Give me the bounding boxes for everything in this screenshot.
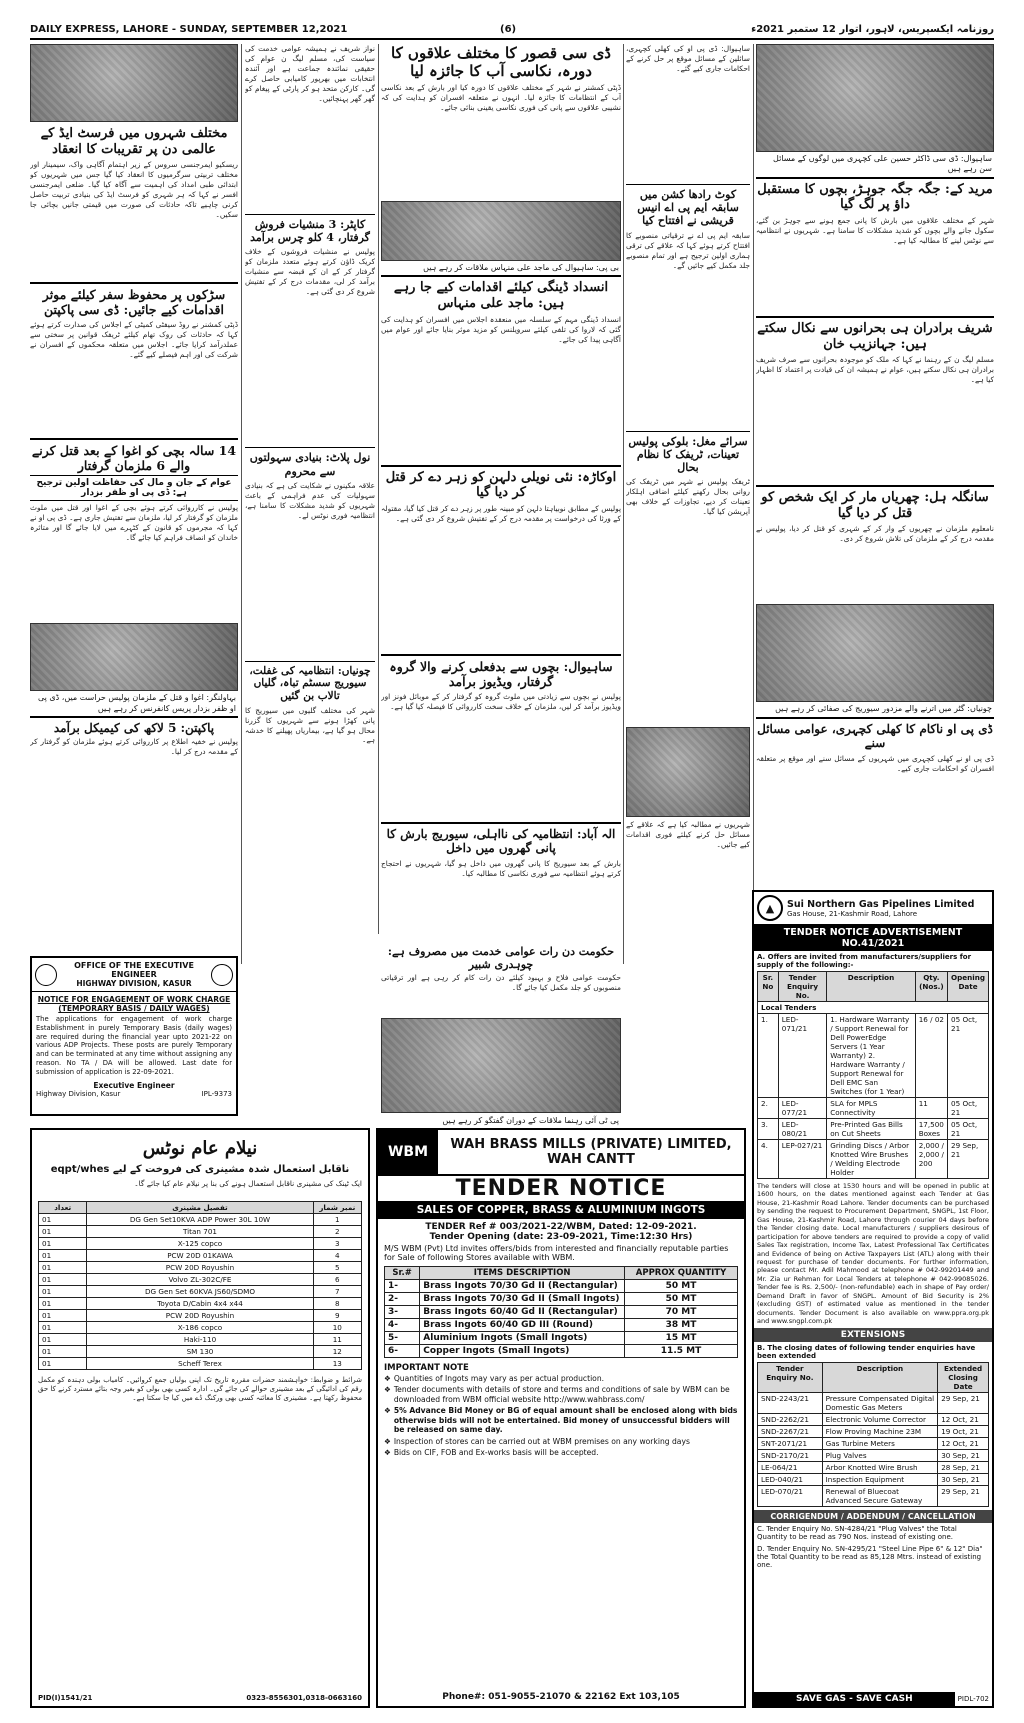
corrigendum-title: CORRIGENDUM / ADDENDUM / CANCELLATION	[754, 1510, 992, 1523]
cell-desc: Flow Proving Machine 23M	[822, 1426, 938, 1438]
notice-body: The applications for engagement of work charge Establishment in purely Temporary Basis (daily wages) are required during the financial year upto 2021-22 on various ADP Projects. These posts are purely Temporary and can be terminated at any time without assigning any reason. No TA / DA will be allowed. Last date for submission of application is 22-09-2021.	[36, 1015, 232, 1076]
photo-caption: ساہیوال: ڈی سی ڈاکٹر حسین علی کچہری میں لوگوں کے مسائل سن رہے ہیں	[773, 154, 992, 174]
table-row	[39, 1237, 362, 1249]
headline: کوٹ رادھا کشن میں سابقہ ایم پی اے انیس قریشی نے افتتاح کیا	[626, 184, 750, 228]
headline: کاپٹر: 3 منشیات فروش گرفتار، 4 کلو چرس برآمد	[245, 214, 375, 244]
cell-enq: SND-2170/21	[758, 1450, 823, 1462]
article-body: ریسکیو ایمرجنسی سروس کے زیر اہتمام آگاہی واک، سیمینار اور مختلف تربیتی سرگرمیوں کا انعقاد کیا گیا جس میں شہریوں کو ابتدائی طبی امداد کی اہمیت سے آگاہ کیا گیا۔ ضلعی ایمرجنسی افسر نے کہا کہ ہر شہری کو فرسٹ ایڈ کی بنیادی تربیت حاصل کرنی چاہیے تاکہ حادثات کی صورت میں قیمتی جانیں بچائی جا سکیں۔	[30, 160, 238, 220]
article-body: بارش کے بعد سیوریج کا پانی گھروں میں داخل ہو گیا، شہریوں نے احتجاج کرتے ہوئے انتظامیہ سے فوری نکاسی کا مطالبہ کیا۔	[381, 858, 621, 878]
col-header: APPROX QUANTITY	[625, 1267, 738, 1280]
photo-caption: بی پی: ساہیوال کی ماجد علی منہاس ملاقات کر رہے ہیں	[423, 263, 619, 272]
sngpl-terms: The tenders will close at 1530 hours and will be opened in public at 1600 hours, on the dates mentioned against each Tender at Gas House, 21-Kashmir Road Lahore. Tender documents can be purchased by sending the request to Procurement Department, SNGPL, 1st Floor, Gas House, 21-Kashmir Road, Lahore through courier 04 days before the Tender closing date. Local manufacturers / suppliers desirous of participation for above tenders are required to provide a copy of valid Sales Tax registration, Income Tax, Latest Professional Tax Certificates and Evidence of being on Active Taxpayers List (ATL) along with their request for purchase of tender documents. For further information, please contact Mr. Adil Mahmood at telephone # 042-99201449 and Mr. Zia ur Rehman for Local Tenders at telephone # 042-99085026. Tender fee is Rs. 2,500/- (non-refundable) each in shape of Pay order/ Demand Draft in favor of SNGPL. Amount of Bid Security is 2% (excluding GST) of estimated value as mentioned in the tender documents. Tender Document is also available on www.ppra.org.pk and www.sngpl.com.pk	[757, 1182, 989, 1325]
cell-date: 12 Oct, 21	[938, 1438, 989, 1450]
cell-desc: Inspection Equipment	[822, 1474, 938, 1486]
cell-desc: SLA for MPLS Connectivity	[827, 1098, 915, 1119]
col-header: Opening Date	[948, 972, 989, 1002]
cell-desc: PCW 20D Royushin	[87, 1261, 313, 1273]
note-item	[384, 1437, 738, 1446]
wbm-note-title: IMPORTANT NOTE	[384, 1363, 469, 1373]
cell-sr: 5-	[385, 1332, 420, 1345]
cell-date: 19 Oct, 21	[938, 1426, 989, 1438]
cell-qty: 50 MT	[625, 1280, 738, 1293]
cell-date: 05 Oct, 21	[948, 1119, 989, 1140]
second-column	[245, 44, 375, 934]
article-body: ساہیوال: ڈی پی او کی کھلی کچہری، سائلین کے مسائل موقع پر حل کرنے کے احکامات جاری کیے گئے۔	[626, 44, 750, 73]
ad-ref: IPL-9373	[201, 1089, 232, 1098]
sngpl-section-a: A. Offers are invited from manufacturers/suppliers for supply of the following:-	[757, 953, 972, 969]
bullet-icon: ❖	[384, 1374, 391, 1383]
cell-no: 3	[313, 1237, 361, 1249]
sngpl-extensions-table	[757, 1362, 989, 1507]
cell-enq: LE-064/21	[758, 1462, 823, 1474]
article-body: شہریوں نے مطالبہ کیا ہے کہ علاقے کے مسائل حل کرنے کیلئے فوری اقدامات کیے جائیں۔	[626, 820, 750, 850]
col-header: Tender Enquiry No.	[758, 1363, 823, 1393]
headline: انسداد ڈینگی کیلئے اقدامات کیے جا رہے ہیں: ماجد علی منہاس	[381, 275, 621, 311]
auction-table	[38, 1201, 362, 1370]
headline: سڑکوں پر محفوظ سفر کیلئے موثر اقدامات کیے جائیں: ڈی سی پاکپتن	[30, 282, 238, 317]
headline: پاکپتن: 5 لاکھ کی کیمیکل برآمد	[30, 716, 238, 735]
table-row	[758, 1014, 989, 1098]
cell-no: 7	[313, 1285, 361, 1297]
cell-desc: Copper Ingots (Small Ingots)	[420, 1345, 625, 1358]
auction-subtitle: ناقابل استعمال شدہ مشینری کی فروخت کے لیے eqpt/whes	[50, 1163, 350, 1175]
cell-enq: SND-2243/21	[758, 1393, 823, 1414]
cell-qty: 01	[39, 1321, 87, 1333]
cell-desc: Renewal of Bluecoat Advanced Secure Gateway	[822, 1486, 938, 1507]
headline: چونیاں: انتظامیہ کی غفلت، سیوریج سسٹم تباہ، گلیاں تالاب بن گئیں	[245, 661, 375, 703]
note-text: Tender documents with details of store and terms and conditions of sale by WBM can be downloaded from WBM official website http://www.wahbrass.com/	[393, 1385, 730, 1404]
headline: سرائے مغل: بلوکی پولیس تعینات، ٹریفک کا نظام بحال	[626, 431, 750, 475]
table-row	[758, 1474, 989, 1486]
cell-enq: LED-077/21	[778, 1098, 827, 1119]
cell-qty: 01	[39, 1285, 87, 1297]
middle-column	[381, 44, 621, 944]
cell-date: 28 Sep, 21	[938, 1462, 989, 1474]
cell-desc: Electronic Volume Corrector	[822, 1414, 938, 1426]
cell-qty: 01	[39, 1273, 87, 1285]
news-photo	[381, 201, 621, 261]
cell-date: 30 Sep, 21	[938, 1450, 989, 1462]
cell-qty: 01	[39, 1213, 87, 1225]
wah-brass-mills-ad	[376, 1128, 746, 1708]
table-row	[39, 1249, 362, 1261]
article-body: ڈپٹی کمشنر نے شہر کے مختلف علاقوں کا دورہ کیا اور بارش کے بعد نکاسی آب کے انتظامات کا جائزہ لیا۔ انہوں نے متعلقہ افسران کو ہدایت کی کہ نشیبی علاقوں سے پانی کی فوری نکاسی یقینی بنائی جائے۔	[381, 83, 621, 112]
cell-desc: Aluminium Ingots (Small Ingots)	[420, 1332, 625, 1345]
table-row	[758, 1119, 989, 1140]
table-row	[385, 1293, 738, 1306]
column-rule	[623, 44, 624, 964]
table-row	[39, 1213, 362, 1225]
cell-sr: 3-	[385, 1306, 420, 1319]
sngpl-slogan: SAVE GAS - SAVE CASH	[754, 1692, 955, 1706]
cell-qty: 01	[39, 1333, 87, 1345]
article-body: ڈی پی او نے کھلی کچہری میں شہریوں کے مسائل سنے اور موقع پر متعلقہ افسران کو احکامات جاری کیے۔	[756, 753, 994, 773]
cell-qty: 2,000 / 2,000 / 200	[915, 1140, 947, 1179]
signature-division: Highway Division, Kasur	[36, 1089, 121, 1098]
ad-office: OFFICE OF THE EXECUTIVE ENGINEER	[74, 961, 194, 979]
wbm-opening: Tender Opening (date: 23-09-2021, Time:12:30 Hrs)	[429, 1232, 693, 1242]
table-row	[758, 1098, 989, 1119]
ad-division: HIGHWAY DIVISION, KASUR	[76, 979, 192, 988]
cell-desc: Scheff Terex	[87, 1357, 313, 1369]
cell-desc: Toyota D/Cabin 4x4 x44	[87, 1297, 313, 1309]
col-header: Description	[822, 1363, 938, 1393]
cell-qty: 16 / 02	[915, 1014, 947, 1098]
article-body: پولیس نے منشیات فروشوں کے خلاف کریک ڈاؤن کرتے ہوئے متعدد ملزمان کو گرفتار کر کے ان کے قبضہ سے منشیات برآمد کر لی، مقدمات درج کر کے تفتیش شروع کر دی گئی ہے۔	[245, 247, 375, 297]
cell-qty: 01	[39, 1309, 87, 1321]
cell-date: 12 Oct, 21	[938, 1414, 989, 1426]
highway-division-ad	[30, 956, 238, 1116]
note-text: Quantities of Ingots may vary as per actual production.	[393, 1374, 605, 1383]
cell-sr: 3.	[758, 1119, 779, 1140]
cell-qty: 01	[39, 1357, 87, 1369]
article-body: ڈپٹی کمشنر نے روڈ سیفٹی کمیٹی کے اجلاس کی صدارت کرتے ہوئے کہا کہ حادثات کی روک تھام کیلئے ٹریفک قوانین پر سختی سے عملدرآمد کرایا جائے۔ اجلاس میں متعلقہ محکموں کے افسران نے شرکت کی اور اہم فیصلے کیے گئے۔	[30, 320, 238, 360]
article-body: پولیس نے بچوں سے زیادتی میں ملوث گروہ کو گرفتار کر کے موبائل فونز اور ویڈیوز برآمد کر لیں، ملزمان کے خلاف سخت کارروائی کا فیصلہ کیا گیا ہے۔	[381, 691, 621, 711]
cell-qty: 01	[39, 1345, 87, 1357]
note-text: 5% Advance Bid Money or BG of equal amount shall be enclosed along with bids otherwise bids will not be entertained. Bid money of unsuccessful bidders will be released on same day.	[393, 1406, 738, 1435]
cell-qty: 01	[39, 1261, 87, 1273]
article-body: نواز شریف نے ہمیشہ عوامی خدمت کی سیاست کی، مسلم لیگ ن عوام کی حقیقی نمائندہ جماعت ہے اور آئندہ انتخابات میں بھرپور کامیابی حاصل کرے گی۔ کارکن متحد ہو کر پارٹی کے پیغام کو گھر گھر پہنچائیں۔	[245, 44, 375, 103]
sngpl-tender-ad	[752, 890, 994, 1708]
masthead-left: DAILY EXPRESS, LAHORE - SUNDAY, SEPTEMBER 12,2021	[30, 24, 348, 35]
article-body: نامعلوم ملزمان نے چھریوں کے وار کر کے شہری کو قتل کر دیا، پولیس نے مقدمہ درج کر کے ملزمان کی تلاش شروع کر دی۔	[756, 524, 994, 544]
table-row	[758, 1393, 989, 1414]
cell-no: 13	[313, 1357, 361, 1369]
cell-date: 05 Oct, 21	[948, 1098, 989, 1119]
table-row	[39, 1273, 362, 1285]
note-text: Bids on CIF, FOB and Ex-works basis will be accepted.	[393, 1448, 599, 1458]
article-body: پولیس کے مطابق نوبیاہتا دلہن کو مبینہ طور پر زہر دے کر قتل کیا گیا، مقتولہ کے ورثا کی درخواست پر مقدمہ درج کر کے تفتیش شروع کر دی گئی ہے۔	[381, 503, 621, 523]
column-rule	[753, 44, 754, 924]
col-header: Sr.#	[385, 1267, 420, 1280]
cell-desc: Brass Ingots 60/40 GD III (Round)	[420, 1319, 625, 1332]
article-body: انسداد ڈینگی مہم کے سلسلہ میں منعقدہ اجلاس میں افسران کو ہدایت کی گئی کہ لاروا کی تلفی کیلئے سرویلنس کو مزید موثر بنایا جائے اور عوام میں آگاہی پیدا کی جائے۔	[381, 314, 621, 344]
table-row	[758, 1462, 989, 1474]
auction-notice-ad	[30, 1128, 370, 1708]
table-row	[39, 1261, 362, 1273]
note-item	[384, 1448, 738, 1457]
table-row	[39, 1309, 362, 1321]
news-photo	[756, 44, 994, 152]
wbm-phone: Phone#: 051-9055-21070 & 22162 Ext 103,105	[442, 1692, 680, 1702]
news-photo	[756, 604, 994, 702]
article-body: پولیس نے کارروائی کرتے ہوئے بچی کے اغوا اور قتل میں ملوث ملزمان کو گرفتار کر لیا، ملزمان سے تفتیش جاری ہے۔ ڈی پی او نے کہا کہ مجرموں کو قانون کے کٹہرے میں لایا جائے گا اور متاثرہ خاندان کو انصاف فراہم کیا جائے گا۔	[30, 503, 238, 543]
cell-no: 11	[313, 1333, 361, 1345]
left-column	[30, 44, 238, 954]
cell-desc: DG Gen Set 60KVA JS60/SDMO	[87, 1285, 313, 1297]
wbm-items-table	[384, 1266, 738, 1358]
wbm-tender-title: TENDER NOTICE	[455, 1176, 667, 1201]
sngpl-title: TENDER NOTICE ADVERTISEMENT NO.41/2021	[754, 925, 992, 951]
cell-qty: 01	[39, 1237, 87, 1249]
table-row	[758, 1438, 989, 1450]
bullet-icon: ❖	[384, 1436, 391, 1446]
headline: نول پلاٹ: بنیادی سہولتوں سے محروم	[245, 447, 375, 477]
cell-qty: 01	[39, 1225, 87, 1237]
note-item	[384, 1385, 738, 1404]
table-row	[385, 1319, 738, 1332]
fourth-column	[626, 44, 750, 924]
cell-enq: LED-080/21	[778, 1119, 827, 1140]
cell-no: 10	[313, 1321, 361, 1333]
auction-phone: 0323-8556301,0318-0663160	[246, 1694, 362, 1702]
table-row	[758, 1450, 989, 1462]
cell-desc: PCW 20D Royushin	[87, 1309, 313, 1321]
headline: شریف برادران ہی بحرانوں سے نکال سکتے ہیں: جہانزیب خان	[756, 316, 994, 352]
cell-date: 30 Sep, 21	[938, 1474, 989, 1486]
table-row	[385, 1306, 738, 1319]
cell-sr: 4.	[758, 1140, 779, 1179]
table-row	[385, 1332, 738, 1345]
article-body: حکومت عوامی فلاح و بہبود کیلئے دن رات کام کر رہی ہے اور ترقیاتی منصوبوں کو جلد مکمل کیا جائے گا۔	[381, 973, 621, 993]
sngpl-footer	[754, 1692, 992, 1706]
table-row	[39, 1345, 362, 1357]
cell-qty: 01	[39, 1297, 87, 1309]
flame-icon: ▲	[757, 895, 783, 921]
table-row	[758, 1426, 989, 1438]
col-header: تفصیل مشینری	[87, 1201, 313, 1213]
table-row	[385, 1280, 738, 1293]
wbm-sales-bar: SALES OF COPPER, BRASS & ALUMINIUM INGOTS	[378, 1201, 744, 1219]
bullet-icon: ❖	[384, 1448, 391, 1458]
note-item	[384, 1374, 738, 1383]
bullet-icon: ❖	[384, 1385, 391, 1395]
table-row	[39, 1321, 362, 1333]
wbm-logo-icon: WBM	[378, 1130, 438, 1174]
cell-enq: LEP-027/21	[778, 1140, 827, 1179]
auction-ref: PID(I)1541/21	[38, 1694, 93, 1702]
headline: مرید کے: جگہ جگہ جوہڑ، بچوں کا مستقبل داؤ پر لگ گیا	[756, 177, 994, 213]
headline: سانگلہ ہل: چھریاں مار کر ایک شخص کو قتل کر دیا گیا	[756, 485, 994, 521]
cell-desc: Brass Ingots 70/30 Gd II (Rectangular)	[420, 1280, 625, 1293]
bottom-middle-news	[381, 945, 621, 1015]
notice-title: NOTICE FOR ENGAGEMENT OF WORK CHARGE	[37, 995, 231, 1004]
table-row	[385, 1345, 738, 1358]
wbm-ref: TENDER Ref # 003/2021-22/WBM, Dated: 12-09-2021.	[425, 1222, 697, 1232]
cell-qty: 11	[915, 1098, 947, 1119]
cell-desc: Plug Valves	[822, 1450, 938, 1462]
news-photo	[381, 1018, 621, 1113]
col-header: Description	[827, 972, 915, 1002]
photo-caption: پی ٹی آئی رہنما ملاقات کے دوران گفتگو کر رہے ہیں	[442, 1116, 619, 1125]
sngpl-address: Gas House, 21-Kashmir Road, Lahore	[787, 909, 918, 918]
news-photo	[626, 727, 750, 817]
col-header: نمبر شمار	[313, 1201, 361, 1213]
cell-sr: 2-	[385, 1293, 420, 1306]
headline: الہ آباد: انتظامیہ کی نااہلی، سیوریج بارش کا پانی گھروں میں داخل	[381, 822, 621, 856]
wbm-intro: M/S WBM (Pvt) Ltd invites offers/bids from interested and financially reputable parties for Sale of following Stores available with WBM.	[384, 1244, 729, 1262]
cell-sr: 1.	[758, 1014, 779, 1098]
article-body: پولیس نے خفیہ اطلاع پر کارروائی کرتے ہوئے ملزمان کو گرفتار کر کے مقدمہ درج کر لیا۔	[30, 737, 238, 757]
col-header: Sr. No	[758, 972, 779, 1002]
sngpl-tender-table	[757, 971, 989, 1179]
cell-no: 8	[313, 1297, 361, 1309]
column-rule	[241, 44, 242, 964]
cell-desc: Grinding Discs / Arbor Knotted Wire Brushes / Welding Electrode Holder	[827, 1140, 915, 1179]
cell-desc: Arbor Knotted Wire Brush	[822, 1462, 938, 1474]
masthead	[30, 22, 994, 40]
cell-desc: X-125 copco	[87, 1237, 313, 1249]
cell-qty: 38 MT	[625, 1319, 738, 1332]
cell-no: 12	[313, 1345, 361, 1357]
table-row	[758, 1414, 989, 1426]
column-rule	[378, 44, 379, 934]
cell-sr: 6-	[385, 1345, 420, 1358]
logo-icon	[211, 964, 233, 986]
article-body: سابقہ ایم پی اے نے ترقیاتی منصوبے کا افتتاح کرتے ہوئے کہا کہ علاقے کی ترقی ہماری اولین ترجیح ہے اور تمام منصوبے جلد مکمل کیے جائیں گے۔	[626, 230, 750, 270]
col-header: Extended Closing Date	[938, 1363, 989, 1393]
headline: مختلف شہروں میں فرسٹ ایڈ کے عالمی دن پر تقریبات کا انعقاد	[40, 126, 228, 157]
news-photo	[30, 44, 238, 122]
cell-date: 29 Sep, 21	[938, 1393, 989, 1414]
note-text: Inspection of stores can be carried out at WBM premises on any working days	[393, 1436, 690, 1446]
cell-no: 2	[313, 1225, 361, 1237]
cell-desc: Brass Ingots 70/30 Gd II (Small Ingots)	[420, 1293, 625, 1306]
cell-enq: LED-040/21	[758, 1474, 823, 1486]
article-body: شہر کی مختلف گلیوں میں سیوریج کا پانی کھڑا ہونے سے شہریوں کا گزرنا محال ہو گیا ہے، بیماریاں پھیلنے کا خدشہ ہے۔	[245, 705, 375, 745]
headline: اوکاڑہ: نئی نویلی دلہن کو زہر دے کر قتل کر دیا گیا	[381, 465, 621, 501]
cell-no: 1	[313, 1213, 361, 1225]
cell-qty: 17,500 Boxes	[915, 1119, 947, 1140]
wbm-city: WAH CANTT	[547, 1152, 635, 1167]
cell-no: 9	[313, 1309, 361, 1321]
right-column	[756, 44, 994, 924]
col-header: تعداد	[39, 1201, 87, 1213]
cell-no: 4	[313, 1249, 361, 1261]
news-photo	[30, 623, 238, 691]
auction-terms: شرائط و ضوابط: خواہشمند حضرات مقررہ تاریخ تک اپنی بولیاں جمع کروائیں۔ کامیاب بولی دہندہ کو مکمل رقم کی ادائیگی کے بعد مشینری حوالے کی جائے گی۔ ادارہ کسی بھی بولی کو بغیر وجہ بتائے مسترد کرنے کا حق محفوظ رکھتا ہے۔ مشینری کا معائنہ کسی بھی ورکنگ ڈے میں کیا جا سکتا ہے۔	[38, 1375, 362, 1403]
cell-sr: 1-	[385, 1280, 420, 1293]
cell-desc: SM 130	[87, 1345, 313, 1357]
subheadline: عوام کے جان و مال کی حفاظت اولین ترجیح ہے: ڈی پی او ظفر بزدار	[30, 475, 238, 501]
cell-date: 29 Sep, 21	[938, 1486, 989, 1507]
table-row	[758, 1140, 989, 1179]
article-body: علاقہ مکینوں نے شکایت کی ہے کہ بنیادی سہولیات کی عدم فراہمی کے باعث شہریوں کو شدید مشکلات کا سامنا ہے، انتظامیہ فوری نوٹس لے۔	[245, 480, 375, 520]
article-body: مسلم لیگ ن کے رہنما نے کہا کہ ملک کو موجودہ بحرانوں سے صرف شریف برادران ہی نکال سکتے ہیں، عوام نے ہمیشہ ان کی قیادت پر اعتماد کا اظہار کیا ہے۔	[756, 355, 994, 385]
bullet-icon: ❖	[384, 1406, 391, 1416]
cell-qty: 01	[39, 1249, 87, 1261]
table-row	[39, 1285, 362, 1297]
cell-desc: DG Gen Set10KVA ADP Power 30L 10W	[87, 1213, 313, 1225]
headline: 14 سالہ بچی کو اغوا کے بعد قتل کرنے والے 6 ملزمان گرفتار	[30, 438, 238, 473]
cell-date: 05 Oct, 21	[948, 1014, 989, 1098]
corrigendum-c: C. Tender Enquiry No. SN-4284/21 "Plug Valves" the Total Quantity to be read as 790 Nos. instead of existing one.	[757, 1525, 957, 1542]
local-tenders-label: Local Tenders	[758, 1002, 989, 1014]
headline: ڈی پی او ناکام کا کھلی کچہری، عوامی مسائل سنے	[756, 717, 994, 751]
extensions-title: EXTENSIONS	[754, 1328, 992, 1342]
cell-desc: Haki-110	[87, 1333, 313, 1345]
table-row	[39, 1357, 362, 1369]
signature: Executive Engineer	[93, 1080, 175, 1090]
col-header: ITEMS DESCRIPTION	[420, 1267, 625, 1280]
cell-enq: SND-2262/21	[758, 1414, 823, 1426]
auction-intro: ایک ٹینک کی مشینری ناقابل استعمال ہونے کی بنا پر نیلام عام کیا جائے گا۔	[134, 1178, 362, 1188]
table-row	[39, 1333, 362, 1345]
cell-no: 5	[313, 1261, 361, 1273]
cell-date: 29 Sep, 21	[948, 1140, 989, 1179]
cell-desc: Pressure Compensated Digital Domestic Gas Meters	[822, 1393, 938, 1414]
cell-qty: 50 MT	[625, 1293, 738, 1306]
cell-desc: 1. Hardware Warranty / Support Renewal for Dell PowerEdge Servers (1 Year Warranty) 2. Hardware Warranty / Support Renewal for Dell EMC San Switches (for 1 Year)	[827, 1014, 915, 1098]
cell-enq: LED-071/21	[778, 1014, 827, 1098]
cell-sr: 2.	[758, 1098, 779, 1119]
cell-enq: SNT-2071/21	[758, 1438, 823, 1450]
masthead-right: روزنامہ ایکسپریس، لاہور، اتوار 12 ستمبر 2021ء	[751, 24, 994, 35]
wbm-company: WAH BRASS MILLS (PRIVATE) LIMITED,	[450, 1137, 732, 1152]
article-body: ٹریفک پولیس نے شہر میں ٹریفک کی روانی بحال رکھنے کیلئے اضافی اہلکار تعینات کر دیے، تجاوزات کے خلاف بھی آپریشن کیا گیا۔	[626, 477, 750, 517]
photo-caption: چونیاں: گٹر میں اترنے والے مزدور سیوریج کی صفائی کر رہے ہیں	[775, 704, 992, 714]
cell-desc: PCW 20D 01KAWA	[87, 1249, 313, 1261]
emblem-icon	[35, 964, 57, 986]
auction-title: نیلام عام نوٹس	[142, 1138, 258, 1159]
sngpl-ref: PIDL-702	[957, 1695, 989, 1703]
notice-subtitle: (TEMPORARY BASIS / DAILY WAGES)	[58, 1004, 210, 1013]
cell-desc: Volvo ZL-302C/FE	[87, 1273, 313, 1285]
cell-desc: Pre-Printed Gas Bills on Cut Sheets	[827, 1119, 915, 1140]
table-row	[39, 1297, 362, 1309]
table-row	[758, 1486, 989, 1507]
cell-enq: SND-2267/21	[758, 1426, 823, 1438]
cell-sr: 4-	[385, 1319, 420, 1332]
cell-no: 6	[313, 1273, 361, 1285]
headline: ساہیوال: بچوں سے بدفعلی کرنے والا گروہ گرفتار، ویڈیوز برآمد	[381, 654, 621, 689]
col-header: Tender Enquiry No.	[778, 972, 827, 1002]
sngpl-company: Sui Northern Gas Pipelines Limited	[787, 898, 975, 910]
cell-desc: Titan 701	[87, 1225, 313, 1237]
cell-qty: 70 MT	[625, 1306, 738, 1319]
photo-caption: بہاولنگر: اغوا و قتل کے ملزمان پولیس حراست میں، ڈی پی او ظفر بزدار پریس کانفرنس کر رہے ہیں	[37, 693, 236, 713]
col-header: Qty. (Nos.)	[915, 972, 947, 1002]
headline: حکومت دن رات عوامی خدمت میں مصروف ہے: چوہدری شبیر	[387, 945, 615, 972]
cell-desc: Gas Turbine Meters	[822, 1438, 938, 1450]
table-row	[39, 1225, 362, 1237]
cell-qty: 11.5 MT	[625, 1345, 738, 1358]
headline: ڈی سی قصور کا مختلف علاقوں کا دورہ، نکاسی آب کا جائزہ لیا	[391, 44, 611, 80]
sngpl-section-b: B. The closing dates of following tender enquiries have been extended	[757, 1344, 976, 1361]
article-body: شہر کے مختلف علاقوں میں بارش کا پانی جمع ہونے سے جوہڑ بن گئے، سکول جانے والے بچوں کو شدید مشکلات کا سامنا ہے۔ شہریوں نے انتظامیہ سے نوٹس لینے کا مطالبہ کیا ہے۔	[756, 215, 994, 245]
page-number: (6)	[500, 24, 517, 35]
cell-desc: Brass Ingots 60/40 Gd II (Rectangular)	[420, 1306, 625, 1319]
note-item	[384, 1406, 738, 1434]
cell-enq: LED-070/21	[758, 1486, 823, 1507]
cell-desc: X-186 copco	[87, 1321, 313, 1333]
corrigendum-d: D. Tender Enquiry No. SN-4295/21 "Steel Line Pipe 6" & 12" Dia" the Total Quantity to be read as 85,128 Mtrs. instead of existing one.	[757, 1545, 983, 1570]
cell-qty: 15 MT	[625, 1332, 738, 1345]
